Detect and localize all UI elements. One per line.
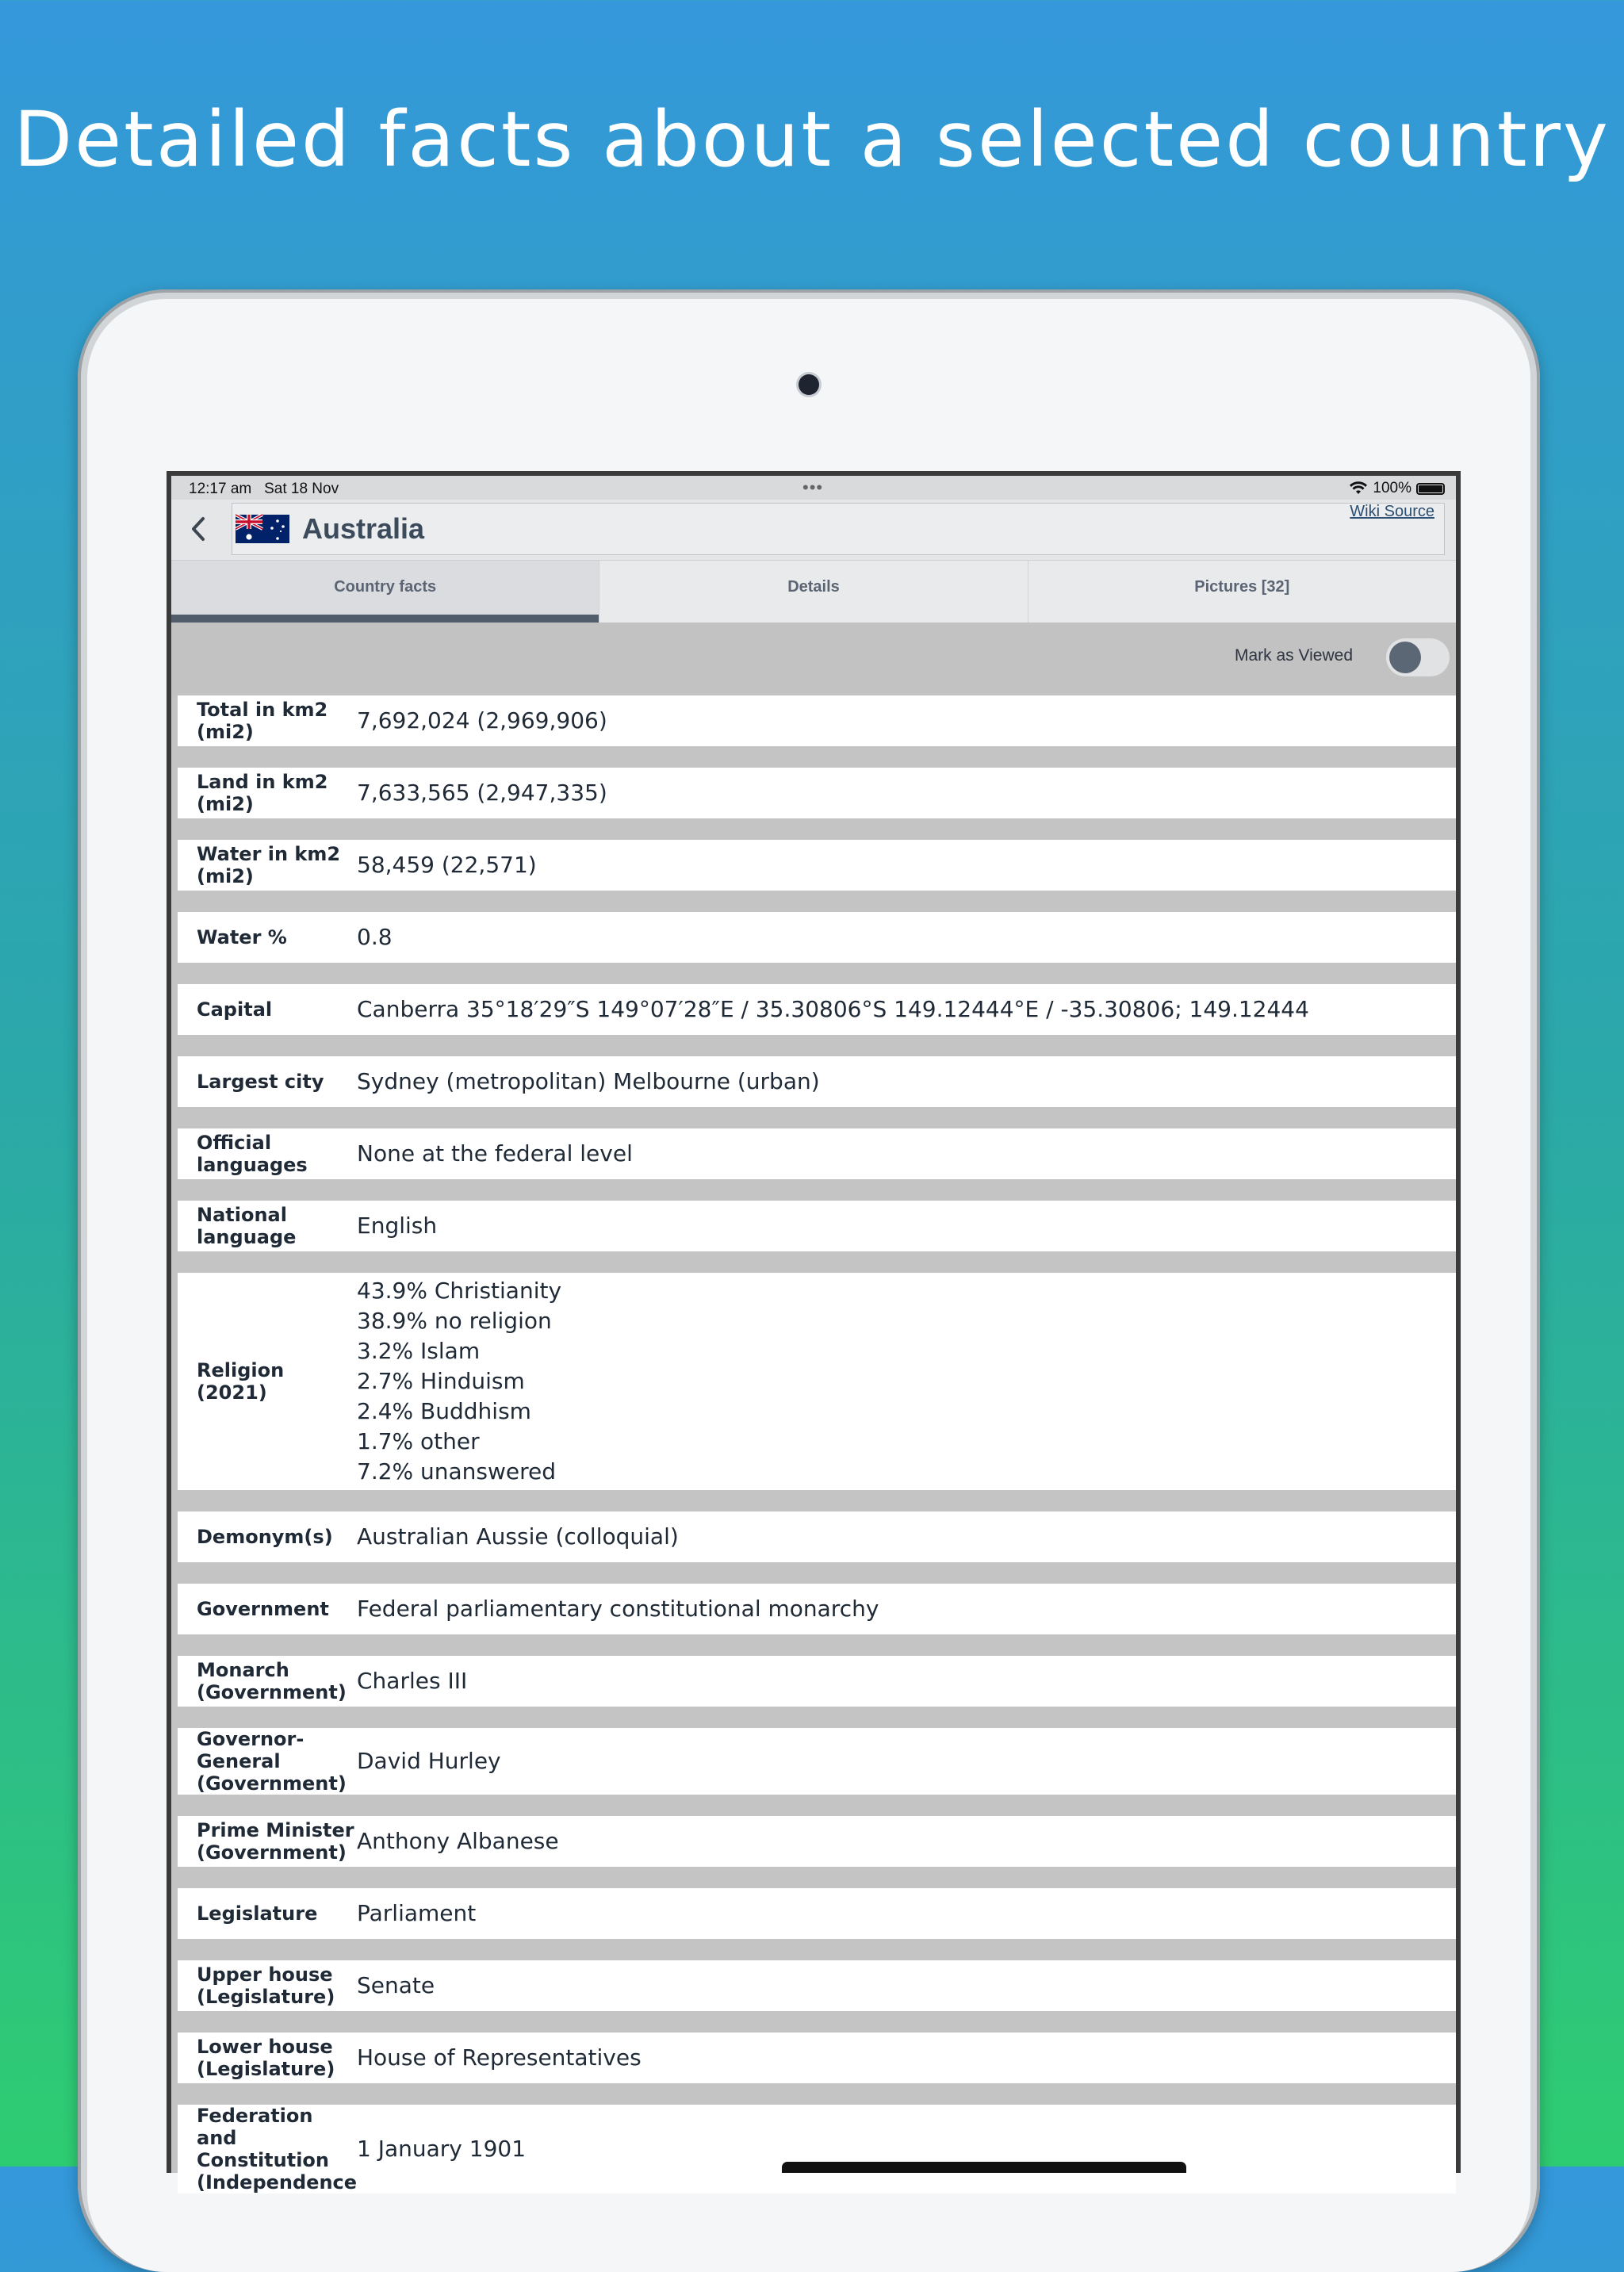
- fact-value: None at the federal level: [357, 1140, 633, 1167]
- fact-label: Monarch (Government): [197, 1659, 347, 1703]
- fact-row-legislature: [178, 1888, 1456, 1939]
- fact-row-land-area: [178, 768, 1456, 818]
- fact-label: Official languages: [197, 1132, 308, 1176]
- wifi-icon: [1349, 481, 1368, 496]
- fact-label: Government: [197, 1598, 329, 1620]
- fact-label: Total in km2 (mi2): [197, 699, 328, 743]
- fact-label: Legislature: [197, 1902, 318, 1925]
- fact-label: Prime Minister (Government): [197, 1819, 354, 1864]
- fact-label: National language: [197, 1204, 297, 1248]
- fact-label: Capital: [197, 998, 273, 1021]
- fact-value: Charles III: [357, 1668, 468, 1694]
- status-clock: 12:17 am: [189, 481, 252, 497]
- fact-row-water-percent: [178, 912, 1456, 963]
- fact-value: 7,692,024 (2,969,906): [357, 707, 607, 734]
- fact-label: Water %: [197, 926, 287, 948]
- fact-row-water-area: [178, 840, 1456, 891]
- fact-row-lower-house: [178, 2033, 1456, 2083]
- fact-label: Water in km2 (mi2): [197, 843, 341, 887]
- status-indicators: [1349, 480, 1445, 497]
- australia-flag-icon: [236, 515, 289, 543]
- fact-row-government: [178, 1584, 1456, 1634]
- fact-value: Australian Aussie (colloquial): [357, 1523, 679, 1550]
- tab-bar: [171, 560, 1456, 623]
- fact-value: Canberra 35°18′29″S 149°07′28″E / 35.30806°S 149.12444°E / -35.30806; 149.12444: [357, 996, 1309, 1022]
- fact-row-monarch: [178, 1656, 1456, 1707]
- fact-value: 43.9% Christianity 38.9% no religion 3.2% Islam 2.7% Hinduism 2.4% Buddhism 1.7% other 7.2% unanswered: [357, 1278, 562, 1485]
- fact-value: David Hurley: [357, 1748, 501, 1774]
- tab-details[interactable]: Details: [599, 561, 1027, 623]
- fact-row-capital: [178, 984, 1456, 1035]
- fact-row-demonyms: [178, 1511, 1456, 1562]
- fact-value: 58,459 (22,571): [357, 852, 537, 878]
- fact-row-largest-city: [178, 1056, 1456, 1107]
- camera-icon: [799, 374, 819, 395]
- fact-value: Anthony Albanese: [357, 1828, 559, 1854]
- fact-row-governor-general: [178, 1728, 1456, 1795]
- status-date: Sat 18 Nov: [264, 481, 339, 497]
- status-bar: [171, 476, 1456, 500]
- mark-viewed-row: [171, 623, 1456, 695]
- fact-label: Governor-General (Government): [197, 1728, 347, 1795]
- country-title-box: [232, 503, 1445, 555]
- fact-label: Federation and Constitution (Independence: [197, 2105, 358, 2193]
- fact-label: Religion (2021): [197, 1359, 285, 1404]
- fact-value: 1 January 1901: [357, 2136, 527, 2162]
- multitasking-dots-icon[interactable]: •••: [802, 477, 824, 497]
- fact-label: Largest city: [197, 1071, 324, 1093]
- fact-row-prime-minister: [178, 1816, 1456, 1867]
- fact-label: Demonym(s): [197, 1526, 333, 1548]
- fact-value: House of Representatives: [357, 2044, 642, 2071]
- mark-viewed-toggle[interactable]: [1386, 638, 1450, 676]
- fact-row-official-languages: [178, 1128, 1456, 1179]
- app-screen: [167, 471, 1461, 2193]
- fact-value: Senate: [357, 1972, 435, 1998]
- chevron-left-icon[interactable]: [182, 511, 214, 547]
- navigation-bar: [171, 500, 1456, 560]
- fact-value: Sydney (metropolitan) Melbourne (urban): [357, 1068, 820, 1094]
- fact-value: 7,633,565 (2,947,335): [357, 780, 607, 806]
- fact-row-federation: [178, 2105, 1456, 2193]
- fact-label: Land in km2 (mi2): [197, 771, 328, 815]
- battery-percent: 100%: [1373, 480, 1411, 496]
- fact-value: Federal parliamentary constitutional monarchy: [357, 1596, 879, 1622]
- fact-row-national-language: [178, 1201, 1456, 1251]
- status-time: [189, 481, 339, 498]
- page-headline: Detailed facts about a selected country: [13, 95, 1611, 184]
- fact-value: 0.8: [357, 924, 393, 950]
- fact-row-religion: [178, 1273, 1456, 1490]
- fact-row-upper-house: [178, 1960, 1456, 2011]
- facts-list: [171, 695, 1456, 2193]
- tab-pictures[interactable]: Pictures [32]: [1028, 561, 1456, 623]
- fact-label: Upper house (Legislature): [197, 1964, 335, 2008]
- battery-icon: [1416, 483, 1445, 495]
- tab-country-facts[interactable]: Country facts: [171, 561, 599, 623]
- country-title: Australia: [302, 512, 425, 545]
- toggle-knob: [1389, 642, 1421, 673]
- fact-row-total-area: [178, 695, 1456, 746]
- fact-label: Lower house (Legislature): [197, 2036, 335, 2080]
- home-indicator[interactable]: [782, 2162, 1186, 2173]
- fact-value: Parliament: [357, 1900, 477, 1926]
- mark-viewed-label: Mark as Viewed: [1234, 646, 1353, 665]
- fact-value: English: [357, 1213, 438, 1239]
- wiki-source-link[interactable]: Wiki Source: [1350, 503, 1434, 520]
